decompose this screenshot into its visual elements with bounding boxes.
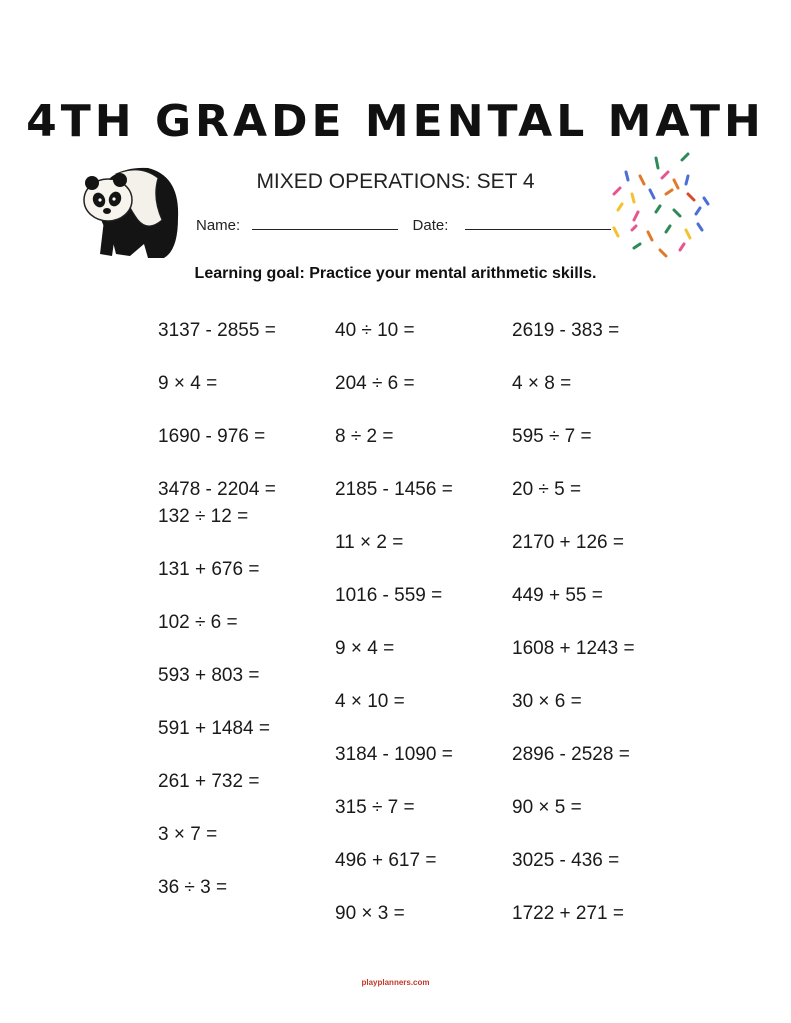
math-problem: 1016 - 559 = (335, 585, 443, 606)
math-problem: 90 × 3 = (335, 903, 405, 924)
footer-brand: playplanners.com (361, 978, 430, 987)
name-field-line[interactable] (252, 217, 398, 230)
math-problem: 261 + 732 = (158, 770, 260, 792)
math-problem: 90 × 5 = (512, 797, 582, 818)
name-date-row (196, 217, 611, 234)
math-problem: 4 × 10 = (335, 691, 405, 712)
math-problem: 204 ÷ 6 = (335, 373, 415, 394)
math-problem: 2170 + 126 = (512, 532, 624, 553)
math-problem: 9 × 4 = (335, 638, 395, 659)
math-problem: 8 ÷ 2 = (335, 426, 394, 447)
math-problem: 4 × 8 = (512, 373, 572, 394)
math-problem: 20 ÷ 5 = (512, 479, 582, 500)
math-problem: 30 × 6 = (512, 691, 582, 712)
math-problem: 1722 + 271 = (512, 903, 624, 924)
math-problem: 593 + 803 = (158, 664, 260, 686)
math-problem: 3 × 7 = (158, 823, 218, 845)
math-problem: 449 + 55 = (512, 585, 603, 606)
math-problem: 11 × 2 = (335, 532, 404, 553)
math-problem: 3184 - 1090 = (335, 744, 453, 765)
math-problem: 102 ÷ 6 = (158, 611, 238, 633)
math-problem: 3478 - 2204 = (158, 479, 276, 500)
problem-column-2 (335, 318, 485, 954)
math-problem: 2185 - 1456 = (335, 479, 453, 500)
learning-goal: Learning goal: Practice your mental arithmetic skills. (194, 265, 597, 282)
math-problem: 591 + 1484 = (158, 717, 270, 739)
math-problem: 132 ÷ 12 = (158, 505, 249, 527)
math-problem: 496 + 617 = (335, 850, 437, 871)
date-field-line[interactable] (465, 217, 611, 230)
page-title: 4TH GRADE MENTAL MATH (26, 96, 765, 147)
math-problem: 9 × 4 = (158, 373, 218, 394)
problem-column-3 (512, 318, 672, 954)
name-label: Name: (196, 217, 241, 234)
math-problem: 3025 - 436 = (512, 850, 620, 871)
math-problem: 40 ÷ 10 = (335, 320, 415, 341)
math-problem: 131 + 676 = (158, 558, 260, 580)
math-problem: 36 ÷ 3 = (158, 876, 228, 898)
math-problem: 595 ÷ 7 = (512, 426, 592, 447)
problem-column-1 (158, 318, 308, 928)
math-problem: 1690 - 976 = (158, 426, 266, 447)
math-problem: 2896 - 2528 = (512, 744, 630, 765)
date-label: Date: (412, 217, 449, 234)
math-problem: 315 ÷ 7 = (335, 797, 415, 818)
worksheet-subtitle: MIXED OPERATIONS: SET 4 (256, 170, 535, 193)
math-problem: 3137 - 2855 = (158, 320, 276, 341)
confetti-sprinkles (604, 150, 714, 262)
math-problem: 1608 + 1243 = (512, 638, 635, 659)
math-problem: 2619 - 383 = (512, 320, 620, 341)
